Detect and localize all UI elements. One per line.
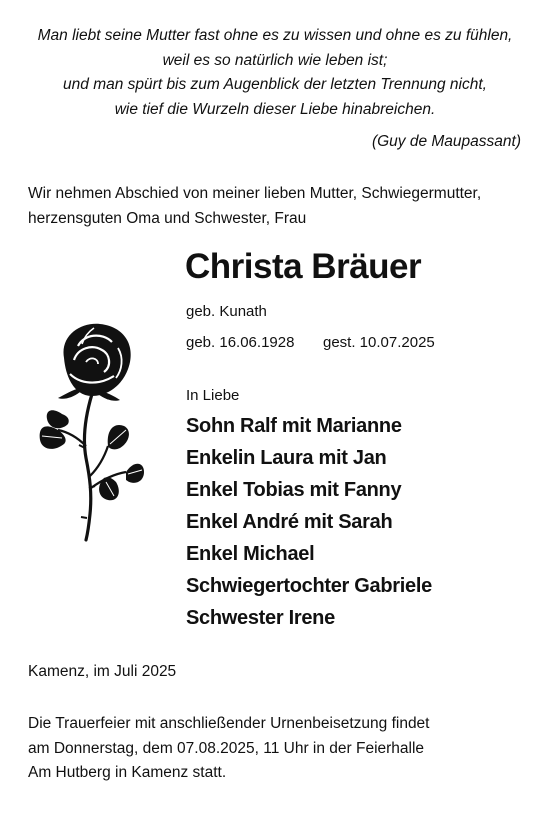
list-item: Enkel André mit Sarah <box>186 511 393 533</box>
birth-name: geb. Kunath <box>186 303 267 320</box>
intro-line: Wir nehmen Abschied von meiner lieben Mutter, Schwiegermutter, <box>28 185 482 202</box>
quote-author: (Guy de Maupassant) <box>371 133 521 150</box>
funeral-line: am Donnerstag, dem 07.08.2025, 11 Uhr in der Feierhalle <box>28 739 425 757</box>
list-item: Schwiegertochter Gabriele <box>186 575 432 597</box>
quote-line: wie tief die Wurzeln dieser Liebe hinabreichen. <box>114 100 436 118</box>
deceased-name: Christa Bräuer <box>185 247 422 286</box>
list-item: Enkel Michael <box>186 543 315 565</box>
mourners-list <box>186 410 432 634</box>
list-item: Sohn Ralf mit Marianne <box>186 415 402 437</box>
intro-text <box>28 182 481 231</box>
funeral-line: Die Trauerfeier mit anschließender Urnenbeisetzung findet <box>28 715 430 732</box>
funeral-info <box>28 712 430 786</box>
place-date: Kamenz, im Juli 2025 <box>28 663 177 680</box>
list-item: Enkel Tobias mit Fanny <box>186 479 402 501</box>
rose-icon <box>34 318 146 542</box>
birth-date: geb. 16.06.1928 <box>186 334 295 351</box>
funeral-line: Am Hutberg in Kamenz statt. <box>28 764 227 781</box>
quote-line: und man spürt bis zum Augenblick der letzten Trennung nicht, <box>63 76 487 93</box>
quote-line: Man liebt seine Mutter fast ohne es zu wissen und ohne es zu fühlen, <box>37 27 513 44</box>
quote <box>0 24 550 150</box>
quote-line: weil es so natürlich wie leben ist; <box>162 51 388 69</box>
list-item: Schwester Irene <box>186 607 335 629</box>
list-item: Enkelin Laura mit Jan <box>186 447 387 469</box>
death-date: gest. 10.07.2025 <box>323 334 435 351</box>
intro-line: herzensguten Oma und Schwester, Frau <box>28 209 307 227</box>
mourners-heading: In Liebe <box>186 387 240 404</box>
life-dates <box>186 333 435 353</box>
